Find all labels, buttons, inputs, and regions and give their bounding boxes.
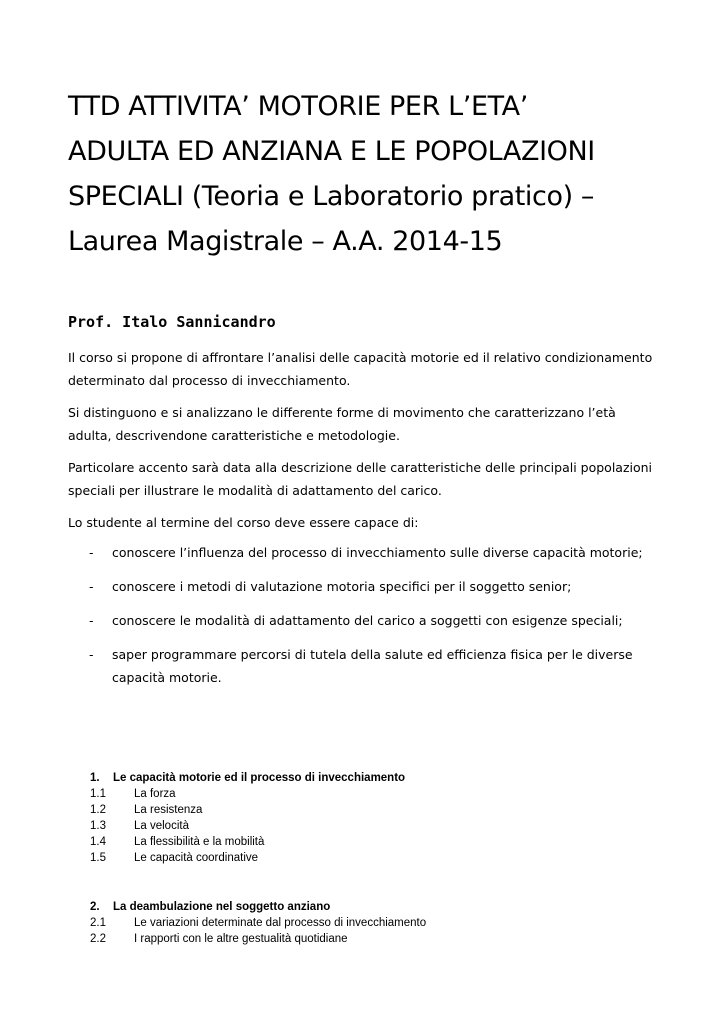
syllabus-item (90, 931, 540, 947)
syllabus-item (90, 915, 540, 931)
title-line: ADULTA ED ANZIANA E LE POPOLAZIONI (68, 136, 595, 167)
list-item-text: capacità motorie. (112, 670, 222, 685)
paragraph-line: determinato dal processo di invecchiamento. (68, 373, 351, 388)
section-number: 2. (90, 901, 100, 913)
professor-name: Prof. Italo Sannicandro (68, 313, 276, 331)
syllabus-item (90, 802, 540, 818)
objectives-list (68, 541, 668, 700)
item-label: Le variazioni determinate dal processo di invecchiamento (134, 917, 427, 929)
item-number: 2.2 (90, 933, 106, 945)
intro-paragraph (68, 346, 668, 392)
paragraph-line: Lo studente al termine del corso deve essere capace di: (68, 515, 419, 530)
item-number: 1.4 (90, 836, 106, 848)
title-line: SPECIALI (Teoria e Laboratorio pratico) – (68, 181, 594, 212)
title-line: Laurea Magistrale – A.A. 2014-15 (68, 226, 503, 257)
objectives-intro (68, 511, 668, 534)
item-label: Le capacità coordinative (134, 852, 259, 864)
syllabus-section-1 (90, 770, 540, 866)
item-number: 1.5 (90, 852, 106, 864)
bullet-marker: - (89, 545, 94, 560)
item-label: La resistenza (134, 804, 203, 816)
paragraph-line: adulta, descrivendone caratteristiche e metodologie. (68, 428, 400, 443)
syllabus-item (90, 786, 540, 802)
item-number: 2.1 (90, 917, 106, 929)
syllabus-item (90, 834, 540, 850)
item-number: 1.1 (90, 788, 106, 800)
list-item (68, 609, 668, 632)
bullet-marker: - (89, 579, 94, 594)
list-item (68, 575, 668, 598)
section-heading (90, 899, 540, 915)
item-number: 1.3 (90, 820, 106, 832)
populations-paragraph (68, 456, 668, 502)
paragraph-line: speciali per illustrare le modalità di adattamento del carico. (68, 483, 442, 498)
item-label: La flessibilità e la mobilità (134, 836, 265, 848)
section-title: Le capacità motorie ed il processo di invecchiamento (113, 772, 406, 784)
section-heading (90, 770, 540, 786)
movement-paragraph (68, 401, 668, 447)
item-label: La forza (134, 788, 176, 800)
item-label: La velocità (134, 820, 189, 832)
list-item (68, 643, 668, 689)
bullet-marker: - (89, 613, 94, 628)
paragraph-line: Il corso si propone di affrontare l’analisi delle capacità motorie ed il relativo condizionamento (68, 350, 653, 365)
syllabus-item (90, 850, 540, 866)
list-item-text: conoscere i metodi di valutazione motoria specifici per il soggetto senior; (112, 579, 572, 594)
paragraph-line: Si distinguono e si analizzano le differente forme di movimento che caratterizzano l’età (68, 405, 616, 420)
list-item-text: conoscere le modalità di adattamento del carico a soggetti con esigenze speciali; (112, 613, 623, 628)
document-title (68, 84, 688, 264)
section-number: 1. (90, 772, 100, 784)
syllabus-section-2 (90, 899, 540, 947)
item-label: I rapporti con le altre gestualità quotidiane (134, 933, 348, 945)
list-item-text: saper programmare percorsi di tutela della salute ed efficienza fisica per le diverse (112, 647, 633, 662)
syllabus-item (90, 818, 540, 834)
item-number: 1.2 (90, 804, 106, 816)
paragraph-line: Particolare accento sarà data alla descrizione delle caratteristiche delle principali popolazioni (68, 460, 653, 475)
title-line: TTD ATTIVITA’ MOTORIE PER L’ETA’ (68, 91, 528, 122)
list-item (68, 541, 668, 564)
bullet-marker: - (89, 647, 94, 662)
list-item-text: conoscere l’influenza del processo di invecchiamento sulle diverse capacità motorie; (112, 545, 643, 560)
section-title: La deambulazione nel soggetto anziano (113, 901, 331, 913)
